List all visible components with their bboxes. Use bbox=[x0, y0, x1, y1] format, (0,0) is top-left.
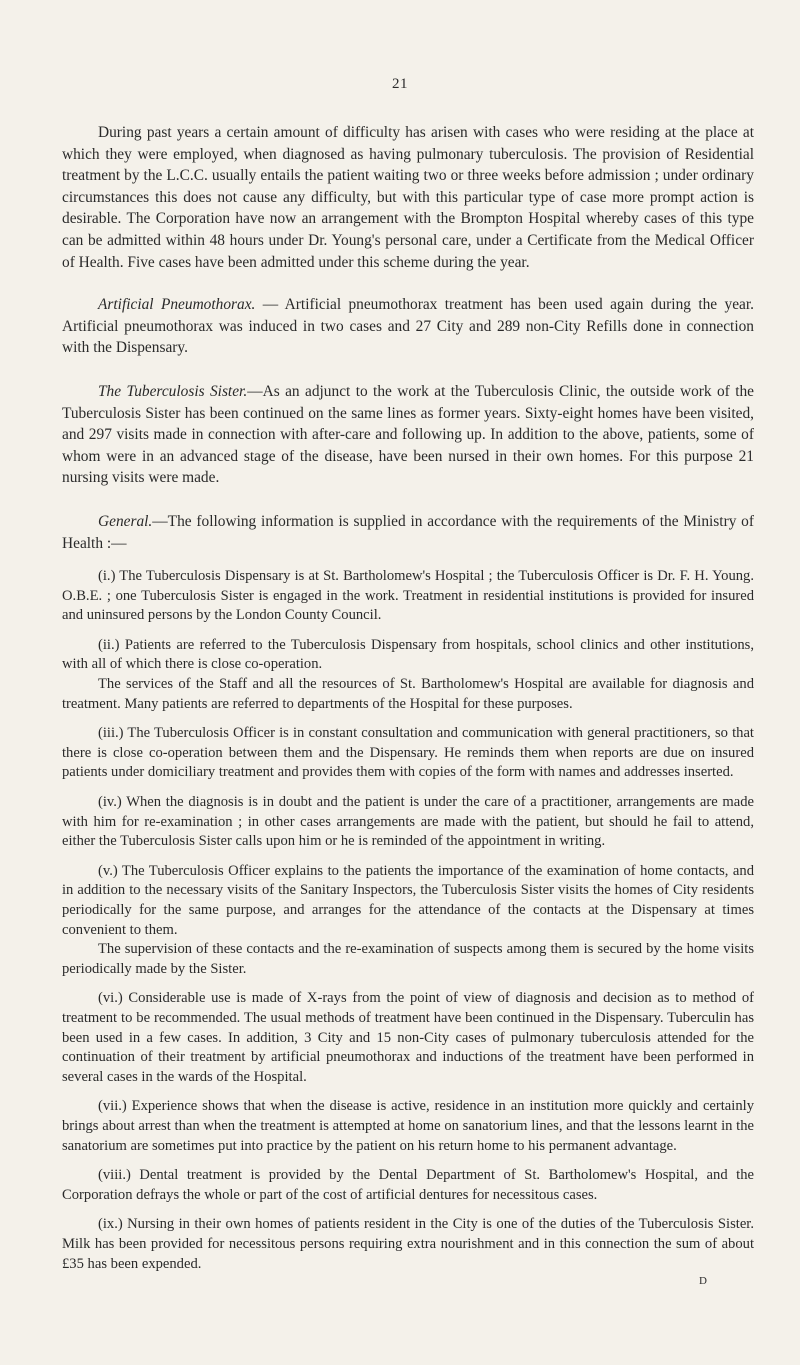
list-item-iii: (iii.) The Tuberculosis Officer is in constant consultation and communication with general practitioners, so that there is close co-operation between them and the Dispensary. He reminds them when reports are due on insured patients under domiciliary treatment and provides them with copies of the form with names and addresses inserted. bbox=[62, 725, 754, 781]
paragraph-general bbox=[62, 511, 754, 554]
list-item-viii: (viii.) Dental treatment is provided by the Dental Department of St. Bartholomew's Hospital, and the Corporation defrays the whole or part of the cost of artificial dentures for necessitous cases. bbox=[62, 1167, 754, 1203]
paragraph-tuberculosis-sister bbox=[62, 381, 754, 489]
paragraph-residential-treatment: During past years a certain amount of difficulty has arisen with cases who were residing at the place at which they were employed, when diagnosed as having pulmonary tuberculosis. The provision of Residential treatment by the L.C.C. usually entails the patient waiting two or three weeks before admission ; under ordinary circumstances this does not cause any difficulty, but with this particular type of case more prompt action is desirable. The Corporation have now an arrangement with the Brompton Hospital whereby cases of this type can be admitted within 48 hours under Dr. Young's personal care, under a Certificate from the Medical Officer of Health. Five cases have been admitted under this scheme during the year. bbox=[62, 124, 754, 271]
paragraph-text: —The following information is supplied in accordance with the requirements of the Ministry of Health :— bbox=[62, 512, 754, 552]
paragraph-text: — Artificial pneumothorax treatment has been used again during the year. Artificial pneumothorax was induced in two cases and 27 City and 289 non-City Refills done in connection with the Dispensary. bbox=[62, 296, 754, 357]
list-item-vii: (vii.) Experience shows that when the disease is active, residence in an institution more quickly and certainly brings about arrest than when the treatment is attempted at home on sanatorium lines, and that the lessons learnt in the sanatorium are sometimes put into practice by the patient on his return home to his permanent advantage. bbox=[62, 1098, 754, 1154]
signature-mark: D bbox=[699, 1275, 708, 1287]
list-item-v-continuation: The supervision of these contacts and the re-examination of suspects among them is secured by the home visits periodically made by the Sister. bbox=[62, 941, 754, 977]
list-item-ii-continuation: The services of the Staff and all the resources of St. Bartholomew's Hospital are available for diagnosis and treatment. Many patients are referred to departments of the Hospital for these purposes. bbox=[62, 676, 754, 712]
paragraph-heading: The Tuberculosis Sister. bbox=[98, 382, 248, 400]
page-number: 21 bbox=[392, 76, 408, 92]
paragraph-heading: General. bbox=[98, 512, 153, 530]
list-item-iv: (iv.) When the diagnosis is in doubt and the patient is under the care of a practitioner, arrangements are made with him for re-examination ; in other cases arrangements are made with the patient, but should he fail to attend, either the Tuberculosis Sister calls upon him or he is reminded of the appointment in writing. bbox=[62, 794, 754, 850]
paragraph-artificial-pneumothorax bbox=[62, 294, 754, 359]
requirements-list bbox=[62, 567, 754, 1274]
paragraph-text: —As an adjunct to the work at the Tuberculosis Clinic, the outside work of the Tuberculosis Sister has been continued on the same lines as former years. Sixty-eight homes have been visited, and 297 visits made in connection with after-care and following up. In addition to the above, patients, some of whom were in an advanced stage of the disease, have been nursed in their own homes. For this purpose 21 nursing visits were made. bbox=[62, 382, 754, 487]
list-item-ii: (ii.) Patients are referred to the Tuberculosis Dispensary from hospitals, school clinics and other institutions, with all of which there is close co-operation. bbox=[62, 636, 754, 673]
page-body bbox=[62, 122, 754, 1284]
list-item-v: (v.) The Tuberculosis Officer explains to the patients the importance of the examination of home contacts, and in addition to the necessary visits of the Sanitary Inspectors, the Tuberculosis Sister visits the homes of City residents periodically for the same purpose, and arranges for the attendance of the contacts at the Dispensary at times convenient to them. bbox=[62, 862, 754, 938]
paragraph-heading: Artificial Pneumothorax. bbox=[98, 296, 256, 314]
list-item-i: (i.) The Tuberculosis Dispensary is at St. Bartholomew's Hospital ; the Tuberculosis Officer is Dr. F. H. Young. O.B.E. ; one Tuberculosis Sister is engaged in the work. Treatment in residential institutions is provided for insured and uninsured persons by the London County Council. bbox=[62, 568, 754, 624]
list-item-vi: (vi.) Considerable use is made of X-rays from the point of view of diagnosis and decision as to method of treatment to be recommended. The usual methods of treatment have been continued in the Dispensary. Tuberculin has been used in a few cases. In addition, 3 City and 15 non-City cases of pulmonary tuberculosis attended for the continuation of their treatment by artificial pneumothorax and inductions of the treatment have been performed in several cases in the wards of the Hospital. bbox=[62, 990, 754, 1085]
list-item-ix: (ix.) Nursing in their own homes of patients resident in the City is one of the duties of the Tuberculosis Sister. Milk has been provided for necessitous persons requiring extra nourishment and in this connection the sum of about £35 has been expended. bbox=[62, 1216, 754, 1272]
